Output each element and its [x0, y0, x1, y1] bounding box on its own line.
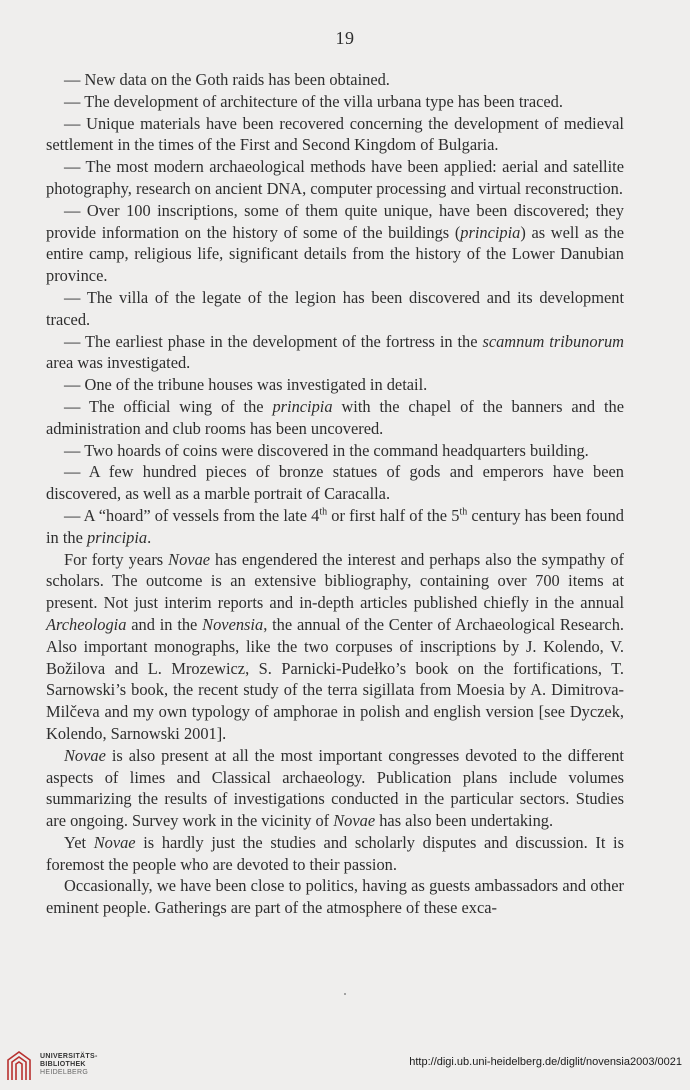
paragraph: — The most modern archaeological methods have been applied: aerial and satellite photography, research on ancient DNA, computer processing and virtual reconstruction. — [46, 157, 624, 198]
library-name: UNIVERSITÄTS- BIBLIOTHEK HEIDELBERG — [40, 1053, 98, 1076]
paragraph: — The development of architecture of the villa urbana type has been traced. — [64, 91, 563, 111]
page-number: 19 — [335, 28, 355, 48]
paragraph: Yet Novae is hardly just the studies and scholarly disputes and discussion. It is foremost the people who are devoted to their passion. — [46, 832, 624, 874]
paragraph: — Over 100 inscriptions, some of them quite unique, have been discovered; they provide information on the history of some of the buildings (principia) as well as the entire camp, religious life, significant details from the history of the Lower Danubian province. — [46, 200, 624, 286]
footer-bar — [0, 1038, 690, 1090]
scan-speck — [344, 993, 346, 995]
paragraph: — Two hoards of coins were discovered in the command headquarters building. — [64, 440, 589, 460]
paragraph: — The official wing of the principia with the chapel of the banners and the administration and club rooms has been uncovered. — [46, 396, 624, 438]
source-url-link[interactable]: http://digi.ub.uni-heidelberg.de/diglit/novensia2003/0021 — [409, 1056, 682, 1068]
paragraph: — The villa of the legate of the legion has been discovered and its development traced. — [46, 287, 624, 329]
paragraph: — A few hundred pieces of bronze statues of gods and emperors have been discovered, as well as a marble portrait of Caracalla. — [46, 462, 624, 504]
paragraph: Novae is also present at all the most important congresses devoted to the different aspects of limes and Classical archaeology. Publication plans include volumes summarizing the results of investigations conducted in the particular sectors. Studies are ongoing. Survey work in the vicinity of Novae has also been undertaking. — [46, 745, 624, 831]
paragraph: — The earliest phase in the development of the fortress in the scamnum tribunorum area was investigated. — [46, 331, 624, 373]
body-text — [46, 69, 624, 919]
paragraph: — New data on the Goth raids has been obtained. — [64, 70, 390, 89]
paragraph: — One of the tribune houses was investigated in detail. — [64, 375, 428, 395]
paragraph: Occasionally, we have been close to politics, having as guests ambassadors and other eminent people. Gatherings are part of the atmosphere of these exca- — [46, 876, 624, 918]
library-logo-icon — [6, 1050, 32, 1082]
paragraph: For forty years Novae has engendered the interest and perhaps also the sympathy of scholars. The outcome is an extensive bibliography, containing over 700 items at present. Not just interim reports and in-depth articles published chiefly in the annual Archeologia and in the Novensia, the annual of the Center of Archaeological Research. Also important monographs, like the two corpuses of inscriptions by J. Kolendo, V. Božilova and L. Mrozewicz, S. Parnicki-Pudełko’s book on the fortifications, T. Sarnowski’s book, the recent study of the terra sigillata from Moesia by A. Dimitrova-Milčeva and my own typology of amphorae in polish and english version [see Dyczek, Kolendo, Sarnowski 2001]. — [46, 549, 624, 743]
paragraph: — Unique materials have been recovered concerning the development of medieval settlement in the times of the First and Second Kingdom of Bulgaria. — [46, 113, 624, 155]
paragraph: — A “hoard” of vessels from the late 4th or first half of the 5th century has been found in the principia. — [46, 505, 624, 547]
